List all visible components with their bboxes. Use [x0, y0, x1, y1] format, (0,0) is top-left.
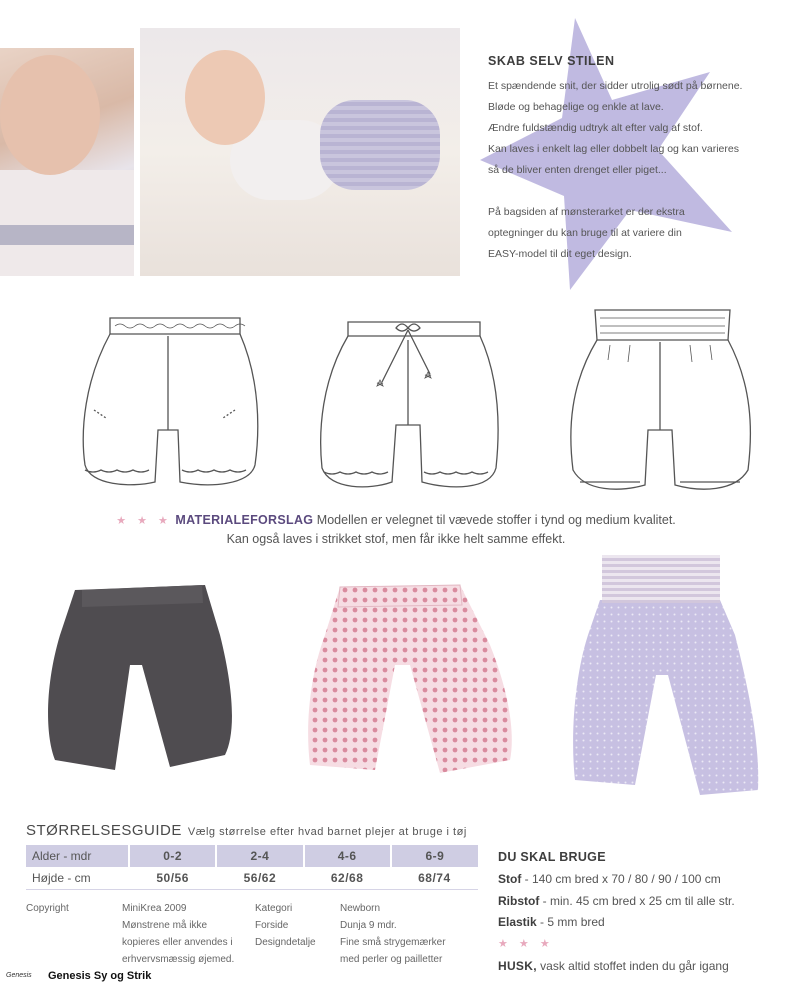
pink-stars-icon: ★ ★ ★ — [498, 938, 554, 950]
age-cell: 4-6 — [304, 845, 391, 867]
intro-line: EASY-model til dit eget design. — [488, 248, 632, 260]
lavender-pants-photo — [573, 555, 758, 795]
material-suggestion-line2: Kan også laves i strikket stof, men får ikke helt samme effekt. — [226, 532, 566, 546]
credit-line: med perler og pailletter — [340, 954, 443, 965]
height-cell: 56/62 — [216, 867, 303, 890]
table-row — [26, 845, 478, 867]
credit-line: erhvervsmæssig øjemed. — [122, 954, 235, 965]
material-suggestion-text: Modellen er velegnet til vævede stoffer i tynd og medium kvalitet. — [316, 513, 676, 527]
pants-technical-drawings — [60, 300, 760, 510]
size-guide-heading — [26, 822, 467, 839]
credit-kategori — [255, 900, 316, 951]
table-row — [26, 867, 478, 890]
age-cell: 0-2 — [129, 845, 216, 867]
size-guide-subtitle: Vælg størrelse efter hvad barnet plejer at bruge i tøj — [187, 826, 467, 838]
intro-line: Ændre fuldstændig udtryk alt efter valg af stof. — [488, 122, 703, 134]
size-guide-table — [26, 845, 478, 890]
intro-line: Et spændende snit, der sidder utrolig sødt på børnene. — [488, 80, 743, 92]
materials-elastik — [498, 915, 605, 929]
intro-line: På bagsiden af mønsterarket er der ekstra — [488, 206, 685, 218]
materials-elastik-label: Elastik — [498, 915, 537, 929]
height-cell: 68/74 — [391, 867, 478, 890]
intro-line: optegninger du kan bruge til at variere din — [488, 227, 682, 239]
pants-drawing-elastic-waist — [74, 318, 258, 485]
credit-minikrea — [122, 900, 234, 968]
credit-line: Dunja 9 mdr. — [340, 920, 397, 931]
grey-pants-photo — [48, 585, 232, 770]
credit-line: Newborn — [340, 903, 381, 914]
baby-photo-left-face — [0, 55, 100, 175]
credit-line: Forside — [255, 920, 289, 931]
intro-line — [488, 181, 742, 202]
credit-line: MiniKrea 2009 — [122, 903, 187, 914]
credit-copyright: Copyright — [26, 903, 69, 914]
row-label-height: Højde - cm — [26, 867, 129, 890]
materials-ribstof-text: - min. 45 cm bred x 25 cm til alle str. — [539, 894, 735, 908]
intro-line: så de bliver enten drenget eller piget... — [488, 164, 667, 176]
pants-photos — [20, 555, 780, 815]
size-guide-title: STØRRELSESGUIDE — [26, 822, 182, 839]
credit-line: Kategori — [255, 903, 293, 914]
baby-photo-crawling-pants — [320, 100, 440, 190]
materials-stof-text: - 140 cm bred x 70 / 80 / 90 / 100 cm — [521, 872, 721, 886]
genesis-logo: Genesis — [6, 972, 32, 979]
baby-photo-left-body — [0, 170, 134, 276]
credit-line: kopieres eller anvendes i — [122, 937, 233, 948]
credit-newborn — [340, 900, 446, 968]
intro-line: Kan laves i enkelt lag eller dobbelt lag og kan varieres — [488, 143, 739, 155]
baby-photo-crawling-head — [185, 50, 265, 145]
height-cell: 62/68 — [304, 867, 391, 890]
credit-line: Fine små strygemærker — [340, 937, 446, 948]
intro-line: Bløde og behagelige og enkle at lave. — [488, 101, 664, 113]
intro-title: SKAB SELV STILEN — [488, 54, 615, 68]
pants-drawing-drawstring — [321, 322, 498, 487]
materials-title: DU SKAL BRUGE — [498, 850, 606, 864]
footer-brand: Genesis Sy og Strik — [48, 970, 152, 982]
husk-label: HUSK, — [498, 959, 537, 973]
credit-line: Mønstrene må ikke — [122, 920, 208, 931]
materials-elastik-text: - 5 mm bred — [536, 915, 605, 929]
husk-text: vask altid stoffet inden du går igang — [536, 959, 729, 973]
pink-stars-icon: ★ ★ ★ — [116, 515, 172, 527]
materials-ribstof — [498, 894, 735, 908]
intro-text — [488, 76, 742, 265]
height-cell: 50/56 — [129, 867, 216, 890]
material-suggestion-label: MATERIALEFORSLAG — [175, 513, 314, 527]
credit-line: Designdetalje — [255, 937, 316, 948]
age-cell: 2-4 — [216, 845, 303, 867]
material-suggestion-line1 — [0, 513, 792, 527]
materials-stof-label: Stof — [498, 872, 522, 886]
row-label-age: Alder - mdr — [26, 845, 129, 867]
baby-photo-left-waistband — [0, 225, 134, 245]
age-cell: 6-9 — [391, 845, 478, 867]
husk-note — [498, 959, 729, 973]
pink-dotted-pants-photo — [308, 585, 512, 773]
materials-ribstof-label: Ribstof — [498, 894, 540, 908]
materials-stof — [498, 872, 721, 886]
pants-drawing-yoke-waistband — [571, 310, 751, 489]
